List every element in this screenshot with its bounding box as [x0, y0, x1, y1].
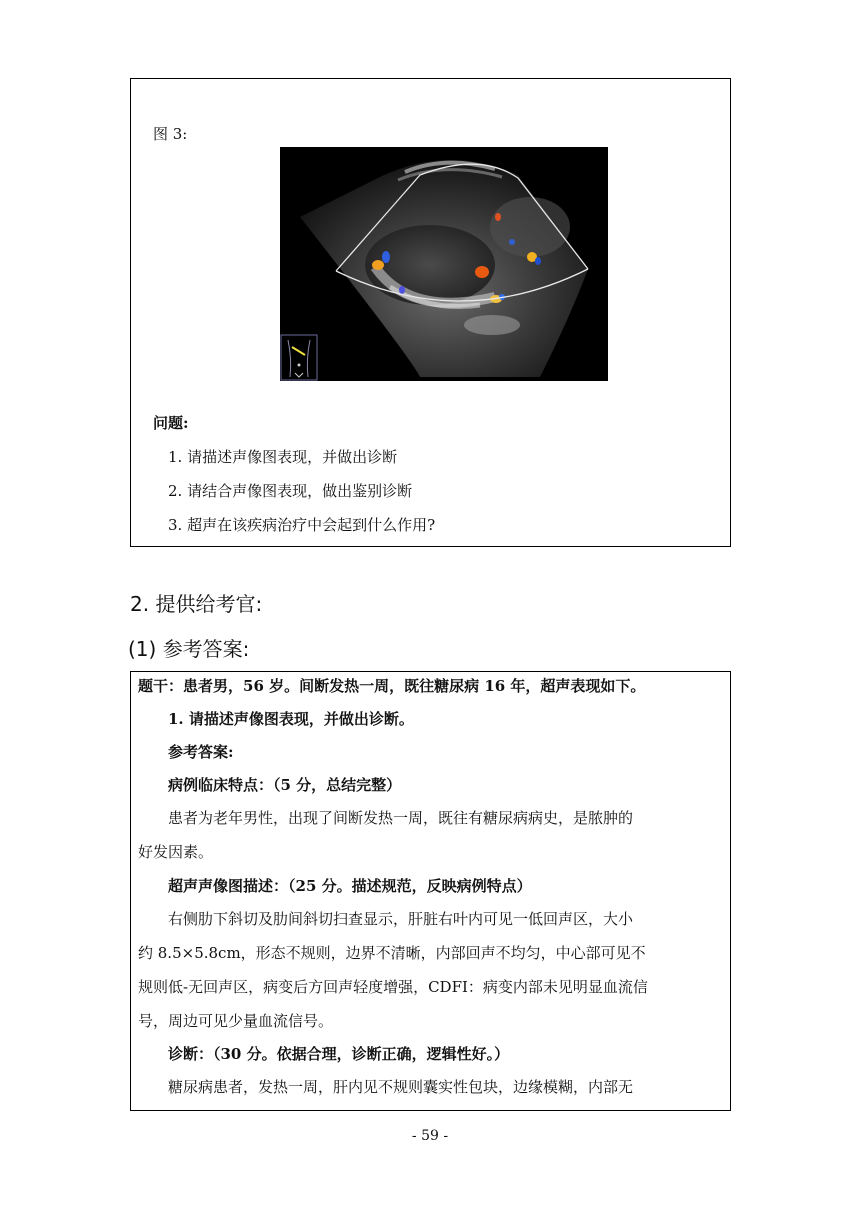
question-item: 3. 超声在该疾病治疗中会起到什么作用?: [168, 516, 436, 534]
question-item: 2. 请结合声像图表现，做出鉴别诊断: [168, 482, 413, 500]
answer-question-1: 1. 请描述声像图表现，并做出诊断。: [168, 710, 414, 728]
ultrasound-description-line: 号，周边可见少量血流信号。: [138, 1012, 334, 1030]
ultrasound-description-line: 规则低-无回声区，病变后方回声轻度增强，CDFI：病变内部未见明显血流信: [138, 978, 648, 996]
ultrasound-description-title: 超声声像图描述：（25 分。描述规范，反映病例特点）: [168, 877, 532, 895]
clinical-features-line: 好发因素。: [138, 843, 214, 861]
clinical-features-line: 患者为老年男性，出现了间断发热一周，既往有糖尿病病史，是脓肿的: [168, 809, 634, 827]
questions-title: 问题:: [153, 414, 189, 432]
section-heading: 2. 提供给考官:: [130, 592, 263, 616]
question-stem: 题干：患者男，56 岁。间断发热一周，既往糖尿病 16 年，超声表现如下。: [138, 677, 646, 695]
ultrasound-description-line: 约 8.5×5.8cm，形态不规则，边界不清晰，内部回声不均匀，中心部可见不: [138, 944, 646, 962]
reference-answer-label: 参考答案:: [168, 743, 234, 761]
section-subheading: (1) 参考答案:: [128, 637, 250, 661]
clinical-features-title: 病例临床特点：（5 分，总结完整）: [168, 776, 402, 794]
diagnosis-line: 糖尿病患者，发热一周，肝内见不规则囊实性包块，边缘模糊，内部无: [168, 1078, 634, 1096]
ultrasound-image: [280, 147, 608, 381]
ultrasound-description-line: 右侧肋下斜切及肋间斜切扫查显示，肝脏右叶内可见一低回声区，大小: [168, 910, 634, 928]
question-item: 1. 请描述声像图表现，并做出诊断: [168, 448, 398, 466]
page-number: - 59 -: [411, 1128, 449, 1144]
figure-caption: 图 3:: [153, 125, 188, 143]
diagnosis-title: 诊断：（30 分。依据合理，诊断正确，逻辑性好。）: [168, 1045, 510, 1063]
